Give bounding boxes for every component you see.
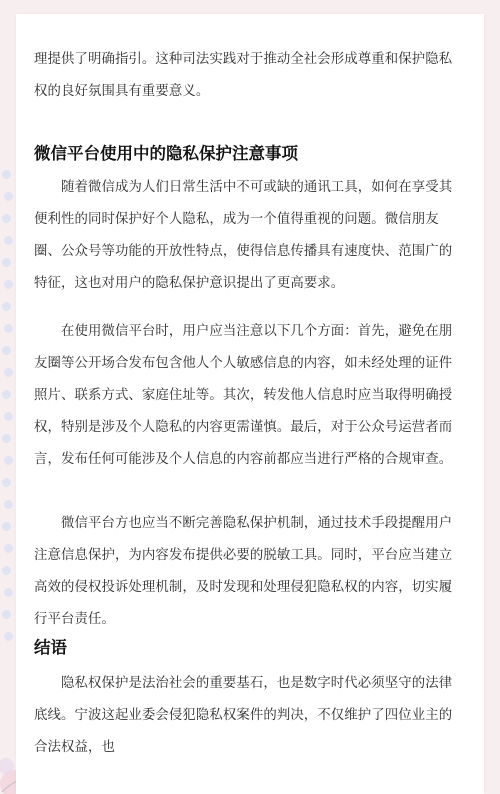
paragraph-conclusion: 隐私权保护是法治社会的重要基石，也是数字时代必须坚守的法律底线。宁波这起业委会侵犯隐私权案件的判决，不仅维护了四位业主的合法权益，也 (34, 676, 453, 755)
decor-dot (4, 324, 13, 333)
decor-dot (2, 610, 11, 619)
decor-dot (2, 214, 11, 223)
decor-dot (4, 236, 13, 245)
decor-dot (2, 566, 11, 575)
decor-dot (2, 170, 11, 179)
decor-dot (2, 258, 11, 267)
decor-dot (2, 302, 11, 311)
decor-dot (4, 588, 13, 597)
decor-dot (4, 192, 13, 201)
decor-dot (4, 280, 13, 289)
decor-dot (4, 500, 13, 509)
paragraph-intro-continuation: 理提供了明确指引。这种司法实践对于推动全社会形成尊重和保护隐私权的良好氛围具有重要意义。 (34, 52, 453, 99)
document-page (16, 14, 484, 794)
paragraph-platform-responsibility: 微信平台方也应当不断完善隐私保护机制，通过技术手段提醒用户注意信息保护，为内容发布提供必要的脱敏工具。同时，平台应当建立高效的侵权投诉处理机制，及时发现和处理侵犯隐私权的内容，切实履行平台责任。 (34, 516, 453, 627)
decor-dot (2, 434, 11, 443)
section-heading-wechat-privacy: 微信平台使用中的隐私保护注意事项 (34, 144, 298, 163)
paragraph-wechat-intro: 随着微信成为人们日常生活中不可或缺的通讯工具，如何在享受其便利性的同时保护好个人隐私，成为一个值得重视的问题。微信朋友圈、公众号等功能的开放性特点，使得信息传播具有速度快、范围广的特征，这也对用户的隐私保护意识提出了更高要求。 (34, 180, 453, 291)
decor-dot (4, 412, 13, 421)
decor-dot (2, 346, 11, 355)
decor-dot (4, 632, 13, 641)
decor-dot (4, 368, 13, 377)
decor-dot (4, 544, 13, 553)
section-heading-conclusion: 结语 (34, 638, 67, 657)
decor-dot (4, 456, 13, 465)
decor-dot (2, 390, 11, 399)
left-dot-decoration (0, 170, 16, 770)
paragraph-user-precautions: 在使用微信平台时，用户应当注意以下几个方面：首先，避免在朋友圈等公开场合发布包含他人个人敏感信息的内容，如未经处理的证件照片、联系方式、家庭住址等。其次，转发他人信息时应当取得明确授权，特别是涉及个人隐私的内容更需谨慎。最后，对于公众号运营者而言，发布任何可能涉及个人信息的内容前都应当进行严格的合规审查。 (34, 324, 453, 467)
decor-dot (2, 478, 11, 487)
decor-dot (2, 522, 11, 531)
